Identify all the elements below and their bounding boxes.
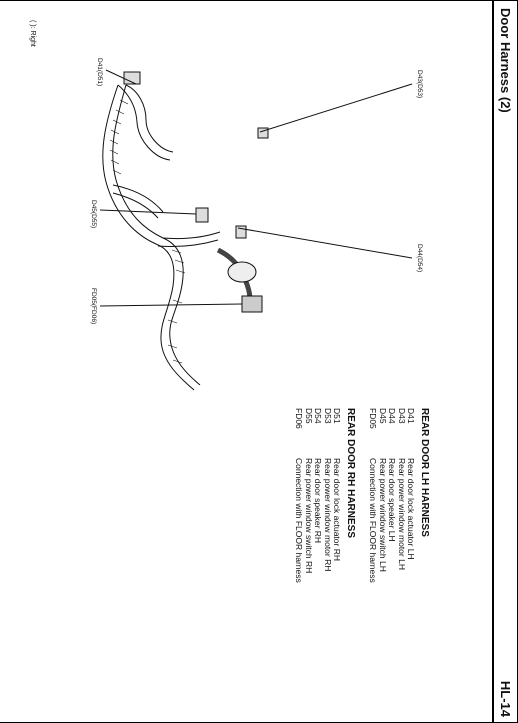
leader-d43 bbox=[260, 84, 412, 132]
list-item: D45 Rear power window switch LH bbox=[377, 408, 388, 572]
list-item: D53 Rear power window motor RH bbox=[322, 408, 333, 572]
lh-harness-list bbox=[368, 408, 415, 708]
rh-harness-title: REAR DOOR RH HARNESS bbox=[344, 408, 356, 539]
harness-branch-d44 bbox=[163, 232, 220, 239]
harness-branch-d44-outer bbox=[158, 240, 218, 247]
harness-branch-d41-outer bbox=[118, 85, 170, 160]
label-d43: D43(D53) bbox=[416, 70, 423, 99]
right-side-note: ( ): Right bbox=[29, 20, 36, 47]
lh-harness-title: REAR DOOR LH HARNESS bbox=[419, 408, 430, 537]
harness-lists bbox=[294, 408, 430, 708]
label-d44: D44(D54) bbox=[416, 244, 423, 273]
list-item: D51 Rear door lock actuator RH bbox=[331, 408, 342, 561]
list-item: D55 Rear power window switch RH bbox=[303, 408, 314, 574]
label-d45: D45(D55) bbox=[90, 200, 97, 229]
connector-fd05 bbox=[242, 296, 262, 312]
list-item: D44 Rear door speaker LH bbox=[387, 408, 398, 542]
label-d41: D41(D51) bbox=[96, 58, 103, 87]
label-fd05: FD05(FD06) bbox=[90, 288, 97, 325]
harness-branch-d41 bbox=[126, 85, 173, 152]
leader-d44 bbox=[238, 228, 412, 258]
list-item: D43 Rear power window motor LH bbox=[396, 408, 407, 570]
list-item: FD05 Connection with FLOOR harness bbox=[368, 408, 379, 583]
list-item: D41 Rear door lock actuator LH bbox=[406, 408, 416, 560]
trunk-hatching bbox=[110, 100, 185, 363]
connector-d44 bbox=[236, 226, 246, 238]
connector-d45 bbox=[196, 208, 208, 222]
page-title: Door Harness (2) bbox=[498, 8, 513, 113]
harness-branch-d45 bbox=[113, 185, 163, 212]
list-item: D54 Rear door speaker RH bbox=[313, 408, 324, 544]
leader-d45 bbox=[100, 210, 196, 214]
grommet bbox=[228, 262, 256, 282]
harness-trunk bbox=[113, 85, 200, 385]
page-number: HL-14 bbox=[498, 680, 513, 717]
list-item: FD06 Connection with FLOOR harness bbox=[294, 408, 305, 583]
rh-harness-list bbox=[294, 408, 341, 708]
list-spacer bbox=[356, 408, 368, 708]
leader-fd05 bbox=[100, 304, 242, 306]
harness-branch-d45-outer bbox=[113, 193, 158, 218]
